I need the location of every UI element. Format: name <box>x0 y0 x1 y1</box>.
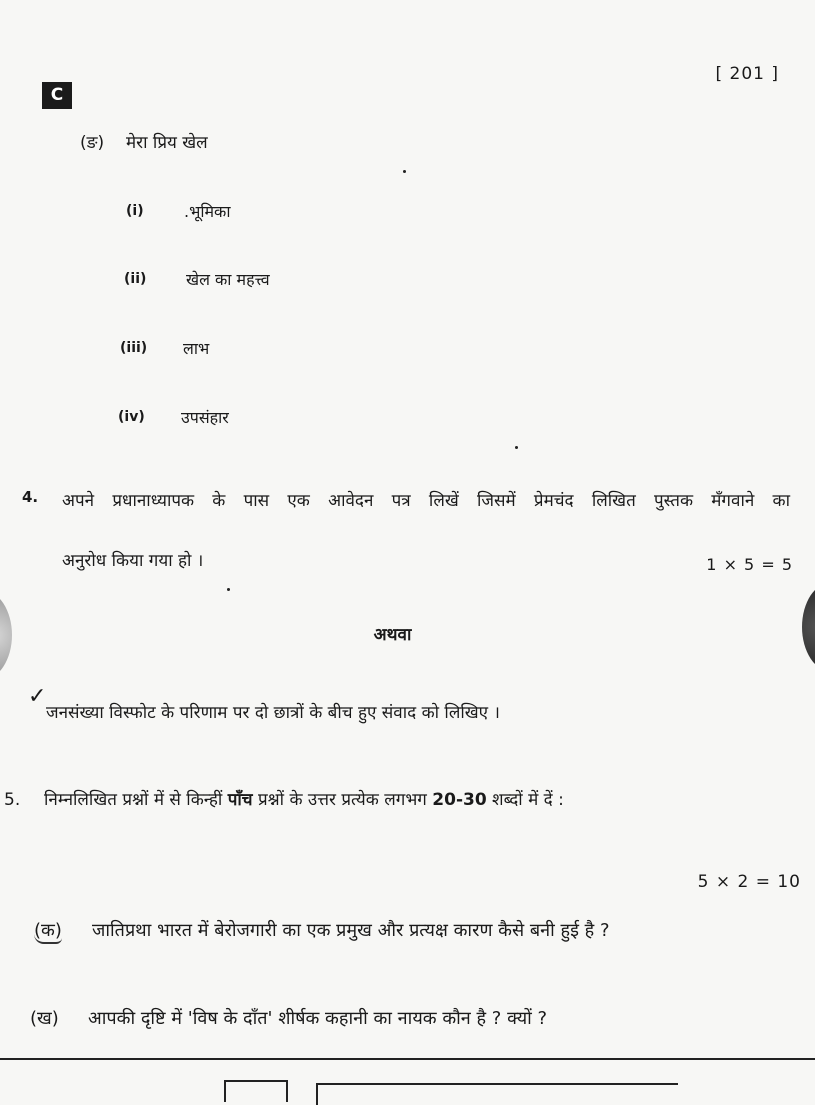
subquestion-label <box>34 918 92 944</box>
or-label: अथवा <box>373 625 412 645</box>
essay-heading <box>80 130 208 153</box>
subquestion <box>34 918 610 944</box>
question-number: 4. <box>22 488 39 506</box>
point-text: खेल का महत्त्व <box>186 270 270 289</box>
pen-mark: (क) <box>34 918 62 944</box>
question-4-alternative: जनसंख्या विस्फोट के परिणाम पर दो छात्रों के बीच हुए संवाद को लिखिए । <box>46 703 500 723</box>
subquestion-text: आपकी दृष्टि में 'विष के दाँत' शीर्षक कहानी का नायक कौन है ? क्यों ? <box>88 1008 548 1029</box>
subquestion-text: जातिप्रथा भारत में बेरोजगारी का एक प्रमुख और प्रत्यक्ष कारण कैसे बनी हुई है ? <box>92 920 610 941</box>
binder-hole-left <box>0 590 12 680</box>
question-number: 5. <box>4 790 21 810</box>
question-4-continued: अनुरोध किया गया हो । <box>62 551 204 571</box>
set-badge: C <box>42 82 72 109</box>
point-number: (iv) <box>118 409 145 425</box>
question-text-part: निम्नलिखित प्रश्नों में से किन्हीं <box>44 790 228 810</box>
question-text: अपने प्रधानाध्यापक के पास एक आवेदन पत्र लिखें जिसमें प्रेमचंद लिखित पुस्तक मँगवाने का <box>62 491 790 511</box>
footer-box <box>316 1083 678 1105</box>
point-number: (ii) <box>124 271 147 287</box>
question-5-marks: 5 × 2 = 10 <box>697 872 801 892</box>
question-text-bold: पाँच <box>227 790 253 810</box>
binder-hole-right <box>802 582 815 672</box>
page-number: [ 201 ] <box>715 64 779 84</box>
question-4 <box>22 488 790 511</box>
question-text-part: प्रश्नों के उत्तर प्रत्येक लगभग <box>252 790 433 810</box>
point-number: (iii) <box>120 340 148 356</box>
page-divider <box>0 1058 815 1060</box>
scan-speck <box>403 170 406 173</box>
essay-label: (ङ) <box>80 133 105 153</box>
question-text-bold: 20-30 <box>432 790 487 810</box>
question-5 <box>4 787 564 810</box>
point-text: .भूमिका <box>184 202 231 221</box>
subquestion-label: (ख) <box>30 1008 59 1029</box>
footer-box <box>224 1080 288 1102</box>
scan-speck <box>227 588 230 591</box>
point-text: लाभ <box>183 339 210 358</box>
essay-title: मेरा प्रिय खेल <box>126 133 208 153</box>
subquestion <box>30 1006 547 1030</box>
checkmark-icon: ✓ <box>28 684 47 709</box>
question-text-part: शब्दों में दें : <box>486 790 564 810</box>
point-number: (i) <box>126 203 144 219</box>
scan-speck <box>515 446 518 449</box>
point-text: उपसंहार <box>181 408 229 427</box>
question-4-marks: 1 × 5 = 5 <box>706 555 793 574</box>
